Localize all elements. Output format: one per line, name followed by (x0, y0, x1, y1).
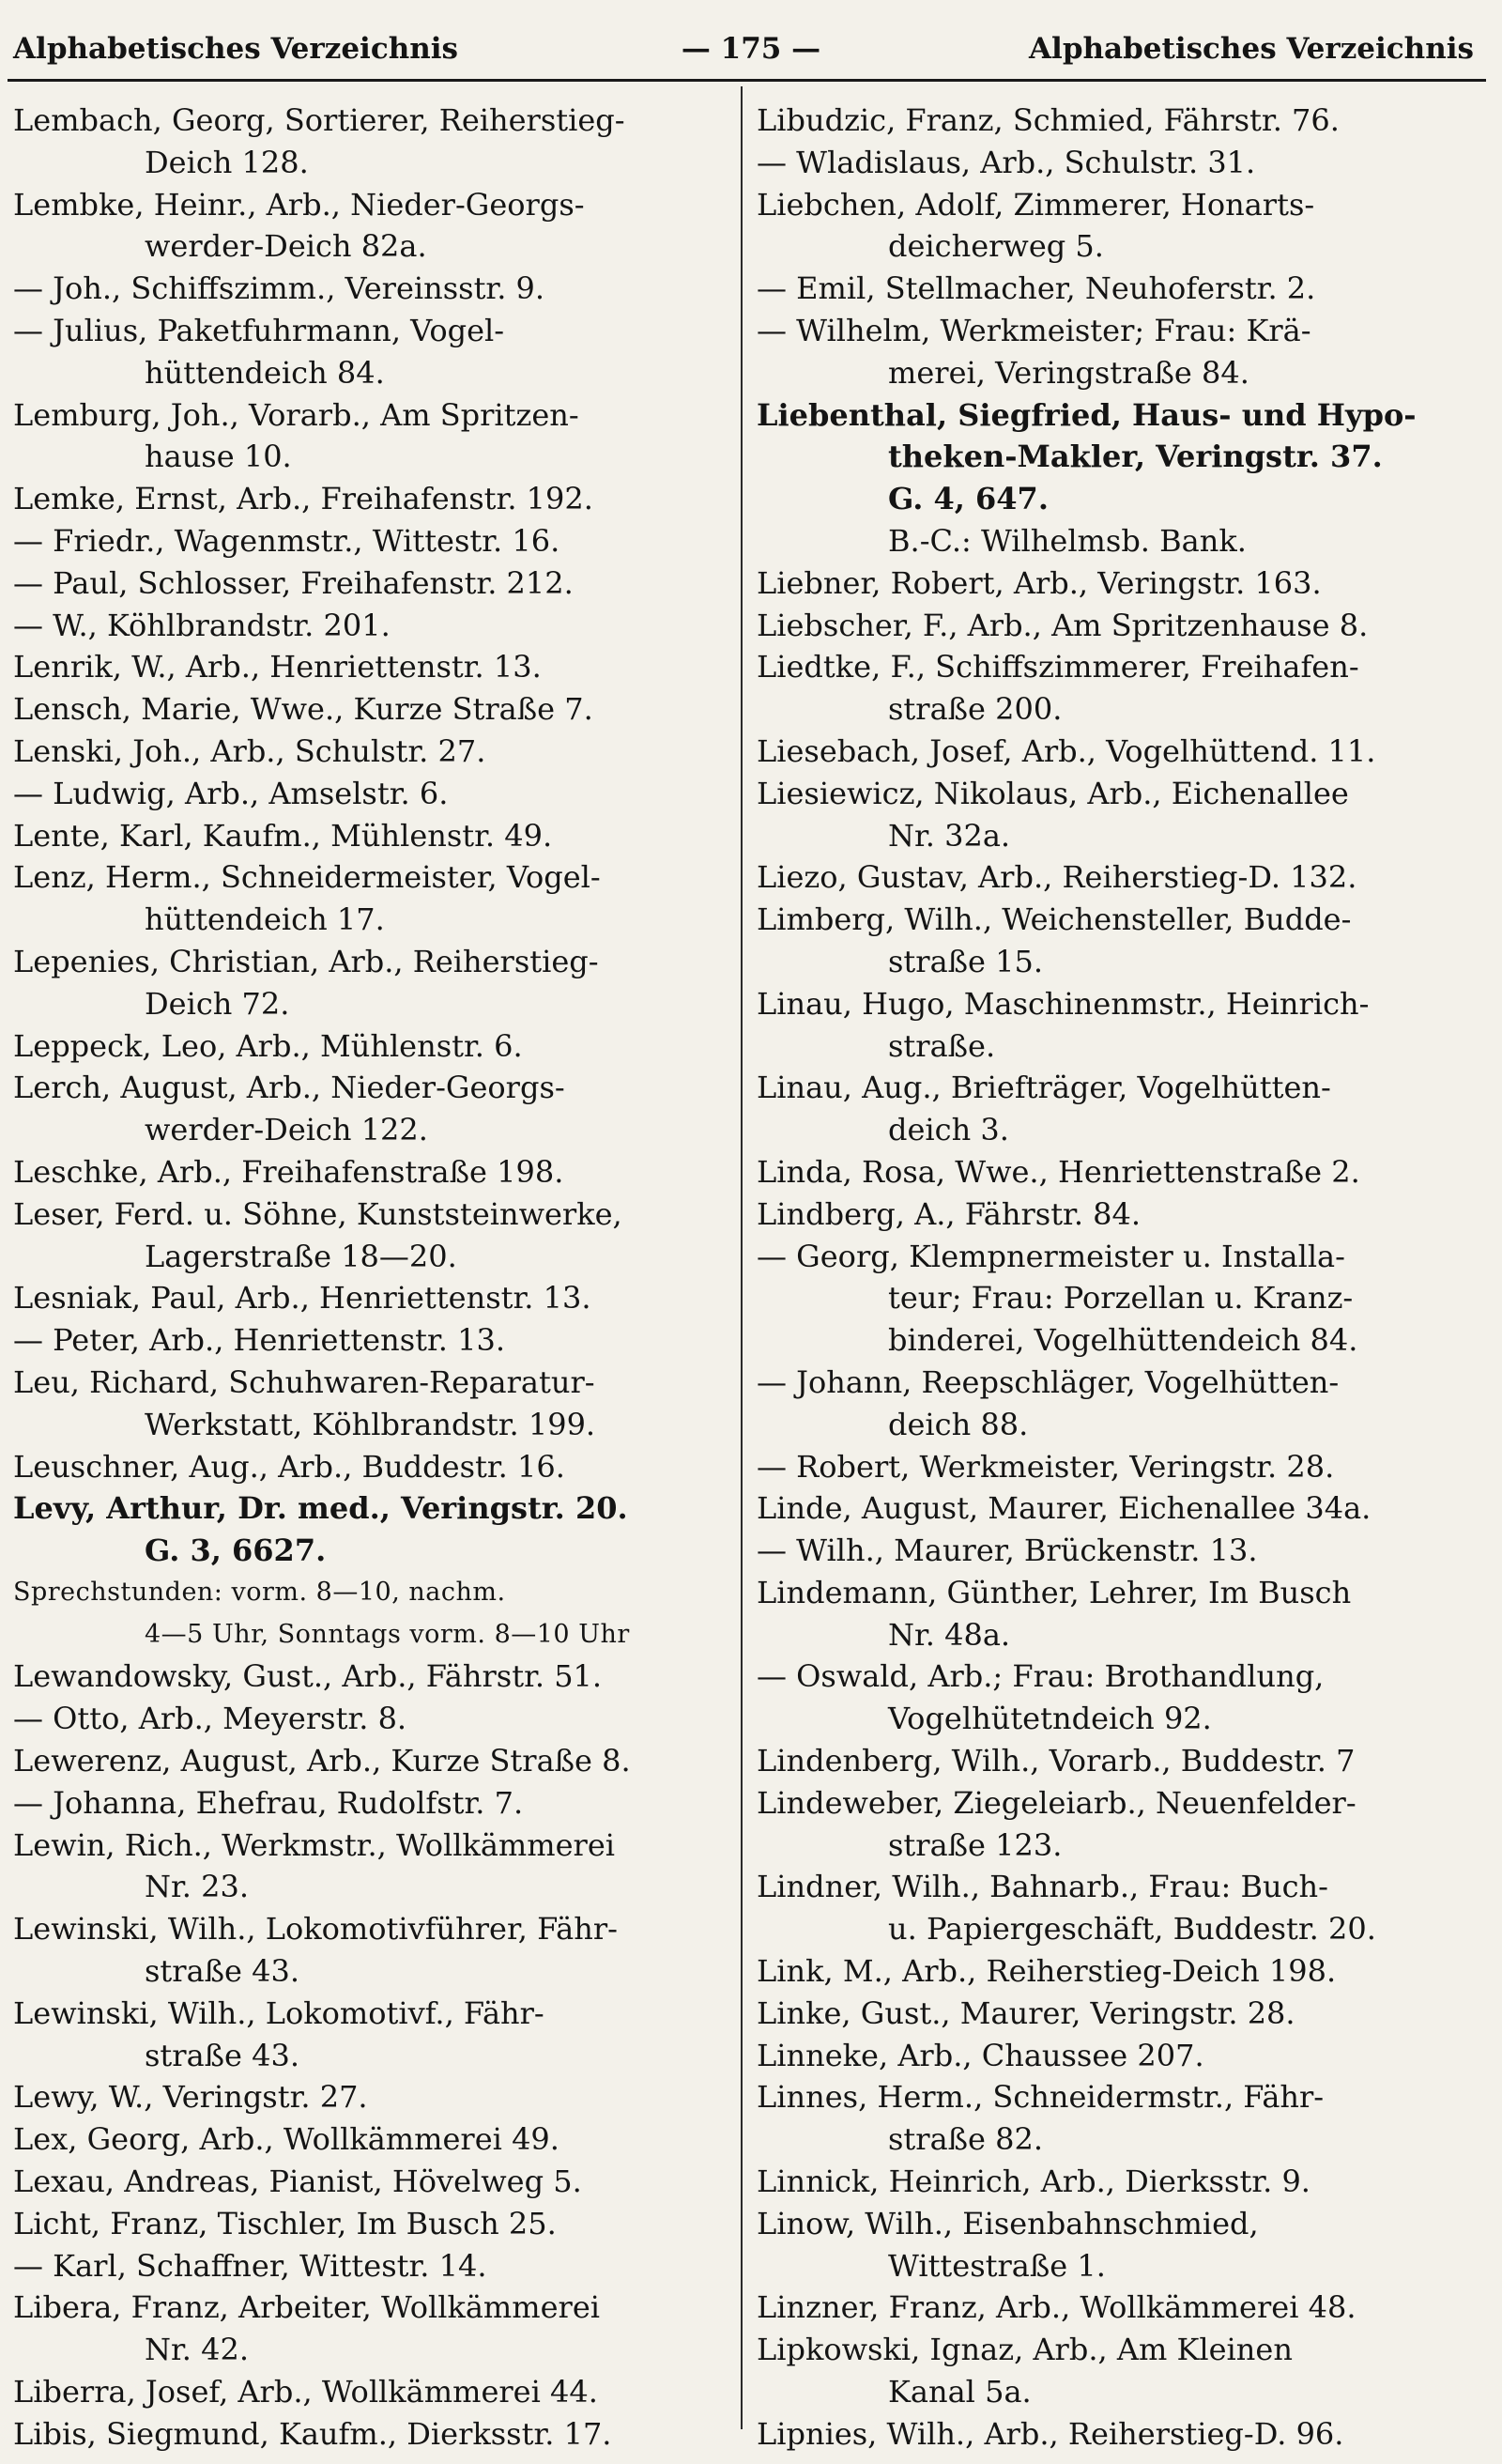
entry-line: Libis, Siegmund, Kaufm., Dierksstr. 17. (13, 2415, 612, 2452)
entry-line: — Oswald, Arb.; Frau: Brothandlung, (757, 1658, 1325, 1695)
entry-line: Lexau, Andreas, Pianist, Hövelweg 5. (13, 2164, 582, 2200)
entry-continuation: Nr. 32a. (888, 817, 1011, 854)
directory-entry (13, 1194, 727, 1278)
entry-continuation: teur; Frau: Porzellan u. Kranz- (888, 1280, 1354, 1317)
entry-line: Libudzic, Franz, Schmied, Fährstr. 76. (757, 102, 1340, 138)
directory-entry (13, 1825, 727, 1909)
directory-entry (757, 1362, 1494, 1446)
directory-entry (757, 1950, 1494, 1993)
entry-continuation: binderei, Vogelhüttendeich 84. (888, 1322, 1358, 1359)
entry-line: — Ludwig, Arb., Amselstr. 6. (13, 775, 449, 811)
entry-continuation: werder-Deich 122. (145, 1112, 428, 1148)
entry-continuation: hüttendeich 84. (145, 354, 385, 391)
entry-line: Lewinski, Wilh., Lokomotivf., Fähr- (13, 1994, 544, 2031)
running-head-left: Alphabetisches Verzeichnis (13, 32, 459, 66)
entry-continuation: straße 15. (888, 943, 1044, 979)
entry-line: Linnes, Herm., Schneidermstr., Fähr- (757, 2079, 1325, 2116)
directory-entry (13, 1782, 727, 1825)
directory-entry (13, 1319, 727, 1362)
entry-line: — Wilh., Maurer, Brückenstr. 13. (757, 1532, 1258, 1569)
entry-line: Leser, Ferd. u. Söhne, Kunststeinwerke, (13, 1195, 622, 1232)
entry-line: Linneke, Arb., Chaussee 207. (757, 2037, 1204, 2073)
entry-line: Lerch, August, Arb., Nieder-Georgs- (13, 1070, 565, 1106)
entry-continuation: Lagerstraße 18—20. (145, 1238, 457, 1274)
directory-entry (13, 394, 727, 479)
entry-line: Lindenberg, Wilh., Vorarb., Buddestr. 7 (757, 1743, 1356, 1779)
entry-continuation: Nr. 23. (145, 1869, 250, 1905)
entry-line: Leppeck, Leo, Arb., Mühlenstr. 6. (13, 1027, 523, 1064)
entry-continuation: straße 82. (888, 2121, 1044, 2158)
directory-entry (13, 2076, 727, 2118)
directory-entry (757, 1067, 1494, 1151)
directory-entry (757, 2329, 1494, 2413)
entry-continuation: B.-C.: Wilhelmsb. Bank. (888, 522, 1247, 559)
directory-entry (757, 184, 1494, 269)
directory-entry (757, 1993, 1494, 2035)
directory-entry (13, 184, 727, 269)
entry-line: Liebenthal, Siegfried, Haus- und Hypo- (757, 396, 1417, 433)
entry-line: — Georg, Klempnermeister u. Installa- (757, 1238, 1345, 1274)
directory-entry (757, 394, 1494, 562)
entry-line: Levy, Arthur, Dr. med., Veringstr. 20. (13, 1490, 628, 1527)
entry-line: — Wladislaus, Arb., Schulstr. 31. (757, 144, 1256, 180)
entry-line: Lesniak, Paul, Arb., Henriettenstr. 13. (13, 1280, 591, 1317)
entry-line: Leuschner, Aug., Arb., Buddestr. 16. (13, 1448, 565, 1485)
entry-continuation: Kanal 5a. (888, 2374, 1032, 2410)
entry-line: Limberg, Wilh., Weichensteller, Budde- (757, 901, 1352, 938)
entry-line: — Johanna, Ehefrau, Rudolfstr. 7. (13, 1784, 524, 1821)
entry-line: Liesebach, Josef, Arb., Vogelhüttend. 11. (757, 732, 1376, 769)
entry-line: Lindemann, Günther, Lehrer, Im Busch (757, 1574, 1352, 1610)
directory-entry (757, 1236, 1494, 1362)
entry-line: Lembke, Heinr., Arb., Nieder-Georgs- (13, 186, 585, 223)
directory-entry (13, 605, 727, 647)
directory-entry (13, 310, 727, 394)
directory-entry (757, 1194, 1494, 1236)
directory-entry (13, 562, 727, 605)
entry-line: Leschke, Arb., Freihafenstraße 198. (13, 1153, 564, 1190)
entry-continuation: u. Papiergeschäft, Buddestr. 20. (888, 1911, 1376, 1948)
entry-line: Lipnies, Wilh., Arb., Reiherstieg-D. 96. (757, 2415, 1344, 2452)
entry-continuation: straße. (888, 1027, 996, 1064)
directory-entry (757, 1151, 1494, 1194)
directory-entry (757, 562, 1494, 605)
directory-entry (13, 646, 727, 688)
entry-line: Lemke, Ernst, Arb., Freihafenstr. 192. (13, 481, 593, 517)
directory-entry (13, 1572, 727, 1656)
directory-entry (757, 1782, 1494, 1867)
entry-line: Lente, Karl, Kaufm., Mühlenstr. 49. (13, 817, 553, 854)
directory-entry (13, 1025, 727, 1068)
entry-line: — Karl, Schaffner, Wittestr. 14. (13, 2247, 487, 2284)
directory-entry (13, 2203, 727, 2245)
page-header (0, 0, 1502, 73)
entry-continuation: Nr. 42. (145, 2332, 250, 2368)
directory-entry (13, 1151, 727, 1194)
directory-entry (757, 731, 1494, 773)
entry-line: Linke, Gust., Maurer, Veringstr. 28. (757, 1994, 1295, 2031)
entry-continuation: straße 43. (145, 1953, 300, 1990)
entry-line: Lewin, Rich., Werkmstr., Wollkämmerei (13, 1826, 615, 1863)
entry-line: — Peter, Arb., Henriettenstr. 13. (13, 1322, 506, 1359)
entry-continuation: G. 3, 6627. (145, 1532, 327, 1569)
entry-line: Libera, Franz, Arbeiter, Wollkämmerei (13, 2289, 601, 2326)
entry-line: — W., Köhlbrandstr. 201. (13, 607, 391, 643)
entry-line: Lewandowsky, Gust., Arb., Fährstr. 51. (13, 1658, 603, 1695)
entry-continuation: Nr. 48a. (888, 1616, 1011, 1653)
entry-line: Licht, Franz, Tischler, Im Busch 25. (13, 2205, 557, 2241)
directory-entry (757, 2035, 1494, 2077)
entry-line: — Robert, Werkmeister, Veringstr. 28. (757, 1448, 1335, 1485)
entry-continuation: straße 200. (888, 691, 1063, 728)
entry-line: Linow, Wilh., Eisenbahnschmied, (757, 2205, 1259, 2241)
entry-line: — Joh., Schiffszimm., Vereinsstr. 9. (13, 270, 545, 307)
directory-entry (757, 2203, 1494, 2287)
directory-entry (13, 2118, 727, 2161)
running-head-right: Alphabetisches Verzeichnis (1028, 32, 1474, 66)
entry-continuation: hüttendeich 17. (145, 901, 385, 938)
entry-line: Lewy, W., Veringstr. 27. (13, 2079, 368, 2116)
entry-line: Lenz, Herm., Schneidermeister, Vogel- (13, 859, 601, 896)
directory-entry (13, 773, 727, 815)
entry-line: Lensch, Marie, Wwe., Kurze Straße 7. (13, 691, 593, 728)
directory-entry (757, 2413, 1494, 2456)
directory-entry (13, 941, 727, 1025)
entry-line: Linau, Aug., Briefträger, Vogelhütten- (757, 1070, 1331, 1106)
entry-line: — Friedr., Wagenmstr., Wittestr. 16. (13, 522, 560, 559)
directory-entry (13, 2287, 727, 2371)
directory-entry (13, 1487, 727, 1572)
entry-line: Lepenies, Christian, Arb., Reiherstieg- (13, 943, 599, 979)
directory-entry (13, 268, 727, 310)
directory-entry (757, 310, 1494, 394)
entry-continuation: Deich 128. (145, 144, 309, 180)
entry-line: Lindner, Wilh., Bahnarb., Frau: Buch- (757, 1869, 1328, 1905)
entry-line: — Julius, Paketfuhrmann, Vogel- (13, 312, 505, 348)
entry-continuation: deicherweg 5. (888, 228, 1104, 265)
directory-entry (13, 1362, 727, 1446)
column-divider (741, 86, 743, 2429)
entry-line: Lembach, Georg, Sortierer, Reiherstieg- (13, 102, 625, 138)
entry-continuation: hause 10. (145, 439, 292, 475)
entry-line: — Wilhelm, Werkmeister; Frau: Krä- (757, 312, 1311, 348)
directory-entry (757, 2287, 1494, 2329)
directory-entry (757, 1446, 1494, 1488)
directory-entry (13, 1908, 727, 1993)
directory-entry (13, 1740, 727, 1782)
directory-entry (757, 1656, 1494, 1740)
entry-continuation: deich 88. (888, 1406, 1029, 1442)
directory-entry (757, 646, 1494, 731)
entry-continuation: werder-Deich 82a. (145, 228, 427, 265)
directory-entry (13, 100, 727, 184)
header-rule (8, 79, 1486, 82)
left-column (13, 100, 727, 2456)
entry-continuation: straße 123. (888, 1826, 1063, 1863)
entry-continuation: Werkstatt, Köhlbrandstr. 199. (145, 1406, 596, 1442)
directory-entry (757, 1740, 1494, 1782)
directory-entry (757, 142, 1494, 184)
entry-line: Linzner, Franz, Arb., Wollkämmerei 48. (757, 2289, 1356, 2326)
entry-line: Lenrik, W., Arb., Henriettenstr. 13. (13, 649, 542, 685)
entry-line: Lenski, Joh., Arb., Schulstr. 27. (13, 732, 486, 769)
entry-line: Lex, Georg, Arb., Wollkämmerei 49. (13, 2121, 559, 2158)
entry-line: Linda, Rosa, Wwe., Henriettenstraße 2. (757, 1153, 1360, 1190)
directory-entry (757, 1487, 1494, 1530)
entry-continuation: deich 3. (888, 1112, 1009, 1148)
directory-entry (757, 856, 1494, 899)
right-column (757, 100, 1494, 2456)
directory-entry (13, 1446, 727, 1488)
entry-continuation: merei, Veringstraße 84. (888, 354, 1249, 391)
directory-entry (13, 1067, 727, 1151)
directory-entry (757, 773, 1494, 857)
entry-line: Linde, August, Maurer, Eichenallee 34a. (757, 1490, 1372, 1527)
entry-line: Liebner, Robert, Arb., Veringstr. 163. (757, 564, 1322, 601)
entry-continuation: 4—5 Uhr, Sonntags vorm. 8—10 Uhr (145, 1619, 630, 1649)
directory-entry (13, 815, 727, 857)
entry-continuation: Deich 72. (145, 985, 290, 1022)
entry-line: Liesiewicz, Nikolaus, Arb., Eichenallee (757, 775, 1349, 811)
entry-line: Linau, Hugo, Maschinenmstr., Heinrich- (757, 985, 1370, 1022)
entry-continuation: straße 43. (145, 2037, 300, 2073)
entry-line: Lindberg, A., Fährstr. 84. (757, 1195, 1142, 1232)
directory-entry (757, 2076, 1494, 2161)
entry-line: Liebchen, Adolf, Zimmerer, Honarts- (757, 186, 1315, 223)
directory-entry (13, 1656, 727, 1698)
entry-line: Liberra, Josef, Arb., Wollkämmerei 44. (13, 2374, 598, 2410)
directory-entry (757, 1530, 1494, 1572)
entry-line: — Paul, Schlosser, Freihafenstr. 212. (13, 564, 574, 601)
entry-line: Lemburg, Joh., Vorarb., Am Spritzen- (13, 396, 579, 433)
entry-line: Lipkowski, Ignaz, Arb., Am Kleinen (757, 2332, 1293, 2368)
entry-continuation: Wittestraße 1. (888, 2247, 1106, 2284)
directory-entry (757, 1572, 1494, 1656)
directory-entry (13, 731, 727, 773)
entry-line: Lewerenz, August, Arb., Kurze Straße 8. (13, 1743, 631, 1779)
directory-entry (757, 2161, 1494, 2203)
entry-continuation: Vogelhütetndeich 92. (888, 1701, 1212, 1737)
entry-line: — Otto, Arb., Meyerstr. 8. (13, 1701, 407, 1737)
directory-entry (757, 899, 1494, 983)
entry-continuation: G. 4, 647. (888, 481, 1049, 517)
directory-entry (13, 688, 727, 731)
directory-entry (13, 2413, 727, 2456)
entry-line: Liezo, Gustav, Arb., Reiherstieg-D. 132. (757, 859, 1357, 896)
entry-continuation: theken-Makler, Veringstr. 37. (888, 439, 1383, 475)
directory-entry (757, 100, 1494, 142)
directory-entry (13, 478, 727, 520)
directory-entry (13, 2161, 727, 2203)
entry-line: — Emil, Stellmacher, Neuhoferstr. 2. (757, 270, 1316, 307)
directory-entry (13, 2371, 727, 2413)
directory-entry (757, 983, 1494, 1068)
directory-entry (13, 520, 727, 562)
entry-line: Sprechstunden: vorm. 8—10, nachm. (13, 1577, 506, 1607)
directory-entry (757, 1866, 1494, 1950)
entry-line: Linnick, Heinrich, Arb., Dierksstr. 9. (757, 2164, 1310, 2200)
directory-entry (13, 1698, 727, 1740)
directory-entry (13, 1993, 727, 2077)
entry-line: Leu, Richard, Schuhwaren-Reparatur- (13, 1363, 595, 1400)
directory-entry (13, 856, 727, 941)
entry-line: Liedtke, F., Schiffszimmerer, Freihafen- (757, 649, 1359, 685)
directory-entry (757, 605, 1494, 647)
entry-line: Link, M., Arb., Reiherstieg-Deich 198. (757, 1953, 1337, 1990)
entry-line: Lewinski, Wilh., Lokomotivführer, Fähr- (13, 1911, 618, 1948)
entry-line: Lindeweber, Ziegeleiarb., Neuenfelder- (757, 1784, 1356, 1821)
page-number: — 175 — (681, 32, 821, 66)
entry-line: — Johann, Reepschläger, Vogelhütten- (757, 1363, 1340, 1400)
directory-entry (13, 1277, 727, 1319)
directory-entry (757, 268, 1494, 310)
entry-line: Liebscher, F., Arb., Am Spritzenhause 8. (757, 607, 1369, 643)
directory-entry (13, 2245, 727, 2287)
